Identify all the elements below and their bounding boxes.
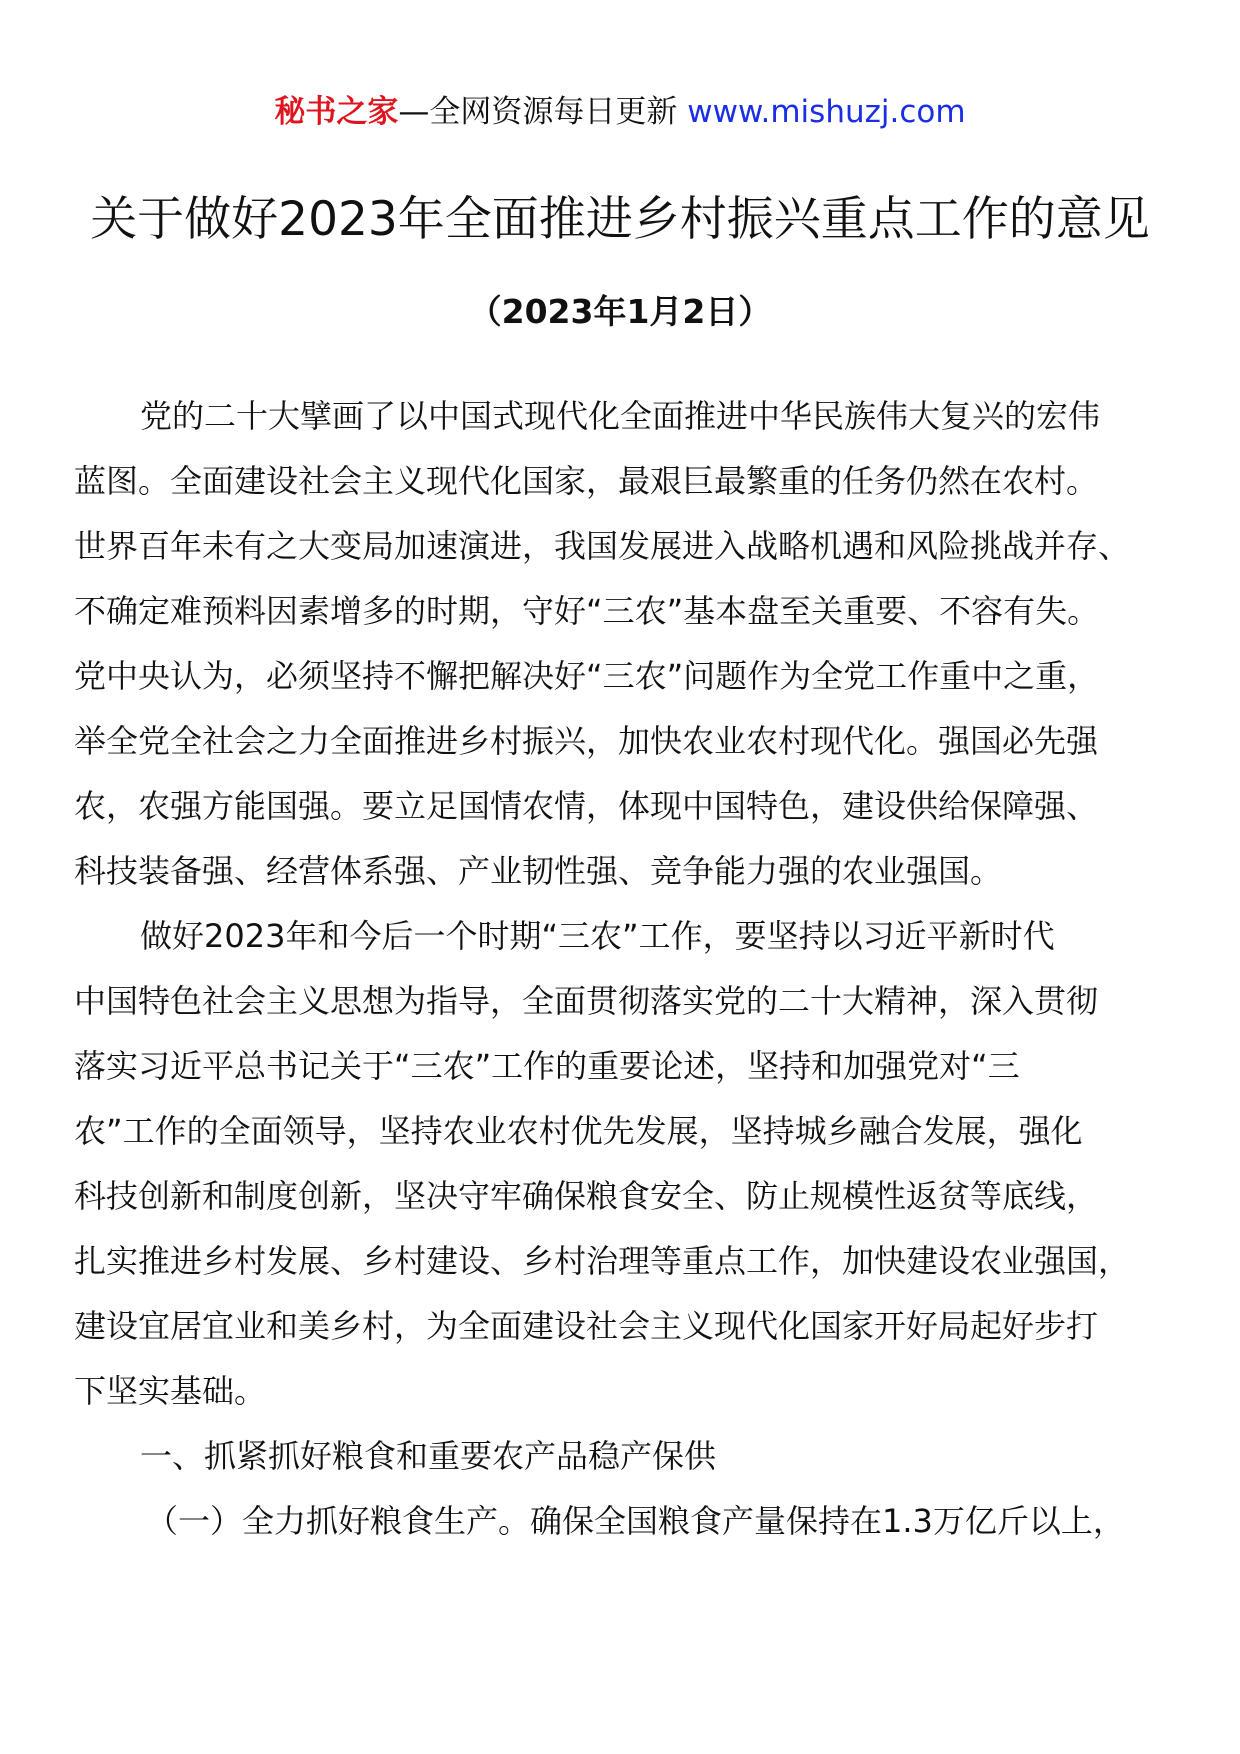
subsection-1-line-1: （一）全力抓好粮食生产。确保全国粮食产量保持在1.3万亿斤以上， <box>146 1502 1125 1540</box>
document-body <box>74 384 1174 1554</box>
paragraph-1-line-7: 农，农强方能国强。要立足国情农情，体现中国特色，建设供给保障强、 <box>74 787 1099 825</box>
paragraph-2-line-6: 扎实推进乡村发展、乡村建设、乡村治理等重点工作，加快建设农业强国， <box>74 1242 1131 1280</box>
paragraph-2-line-3: 落实习近平总书记关于“三农”工作的重要论述，坚持和加强党对“三 <box>74 1047 1020 1085</box>
section-1-heading: 一、抓紧抓好粮食和重要农产品稳产保供 <box>140 1437 717 1475</box>
paragraph-1-line-3: 世界百年未有之大变局加速演进，我国发展进入战略机遇和风险挑战并存、 <box>74 527 1131 565</box>
paragraph-1-line-4: 不确定难预料因素增多的时期，守好“三农”基本盘至关重要、不容有失。 <box>74 592 1100 630</box>
document-date: （2023年1月2日） <box>468 292 772 331</box>
paragraph-1-line-1: 党的二十大擘画了以中国式现代化全面推进中华民族伟大复兴的宏伟 <box>140 397 1101 435</box>
paragraph-2-line-2: 中国特色社会主义思想为指导，全面贯彻落实党的二十大精神，深入贯彻 <box>74 982 1099 1020</box>
brand-name: 秘书之家 <box>274 94 399 130</box>
paragraph-2-line-4: 农”工作的全面领导，坚持农业农村优先发展，坚持城乡融合发展，强化 <box>74 1112 1083 1150</box>
paragraph-1-line-5: 党中央认为，必须坚持不懈把解决好“三农”问题作为全党工作重中之重， <box>74 657 1100 695</box>
paragraph-2-line-8: 下坚实基础。 <box>74 1372 267 1410</box>
paragraph-2-line-7: 建设宜居宜业和美乡村，为全面建设社会主义现代化国家开好局起好步打 <box>74 1307 1099 1345</box>
paragraph-1-line-6: 举全党全社会之力全面推进乡村振兴，加快农业农村现代化。强国必先强 <box>74 722 1099 760</box>
paragraph-2-line-5: 科技创新和制度创新，坚决守牢确保粮食安全、防止规模性返贫等底线， <box>74 1177 1099 1215</box>
paragraph-2-line-1: 做好2023年和今后一个时期“三农”工作，要坚持以习近平新时代 <box>140 917 1055 955</box>
site-url: www.mishuzj.com <box>687 94 966 130</box>
banner-slogan: —全网资源每日更新 <box>398 94 678 130</box>
site-banner <box>0 92 1240 132</box>
paragraph-1-line-2: 蓝图。全面建设社会主义现代化国家，最艰巨最繁重的任务仍然在农村。 <box>74 462 1099 500</box>
paragraph-1-line-8: 科技装备强、经营体系强、产业韧性强、竞争能力强的农业强国。 <box>74 852 1003 890</box>
document-title: 关于做好2023年全面推进乡村振兴重点工作的意见 <box>90 192 1150 247</box>
